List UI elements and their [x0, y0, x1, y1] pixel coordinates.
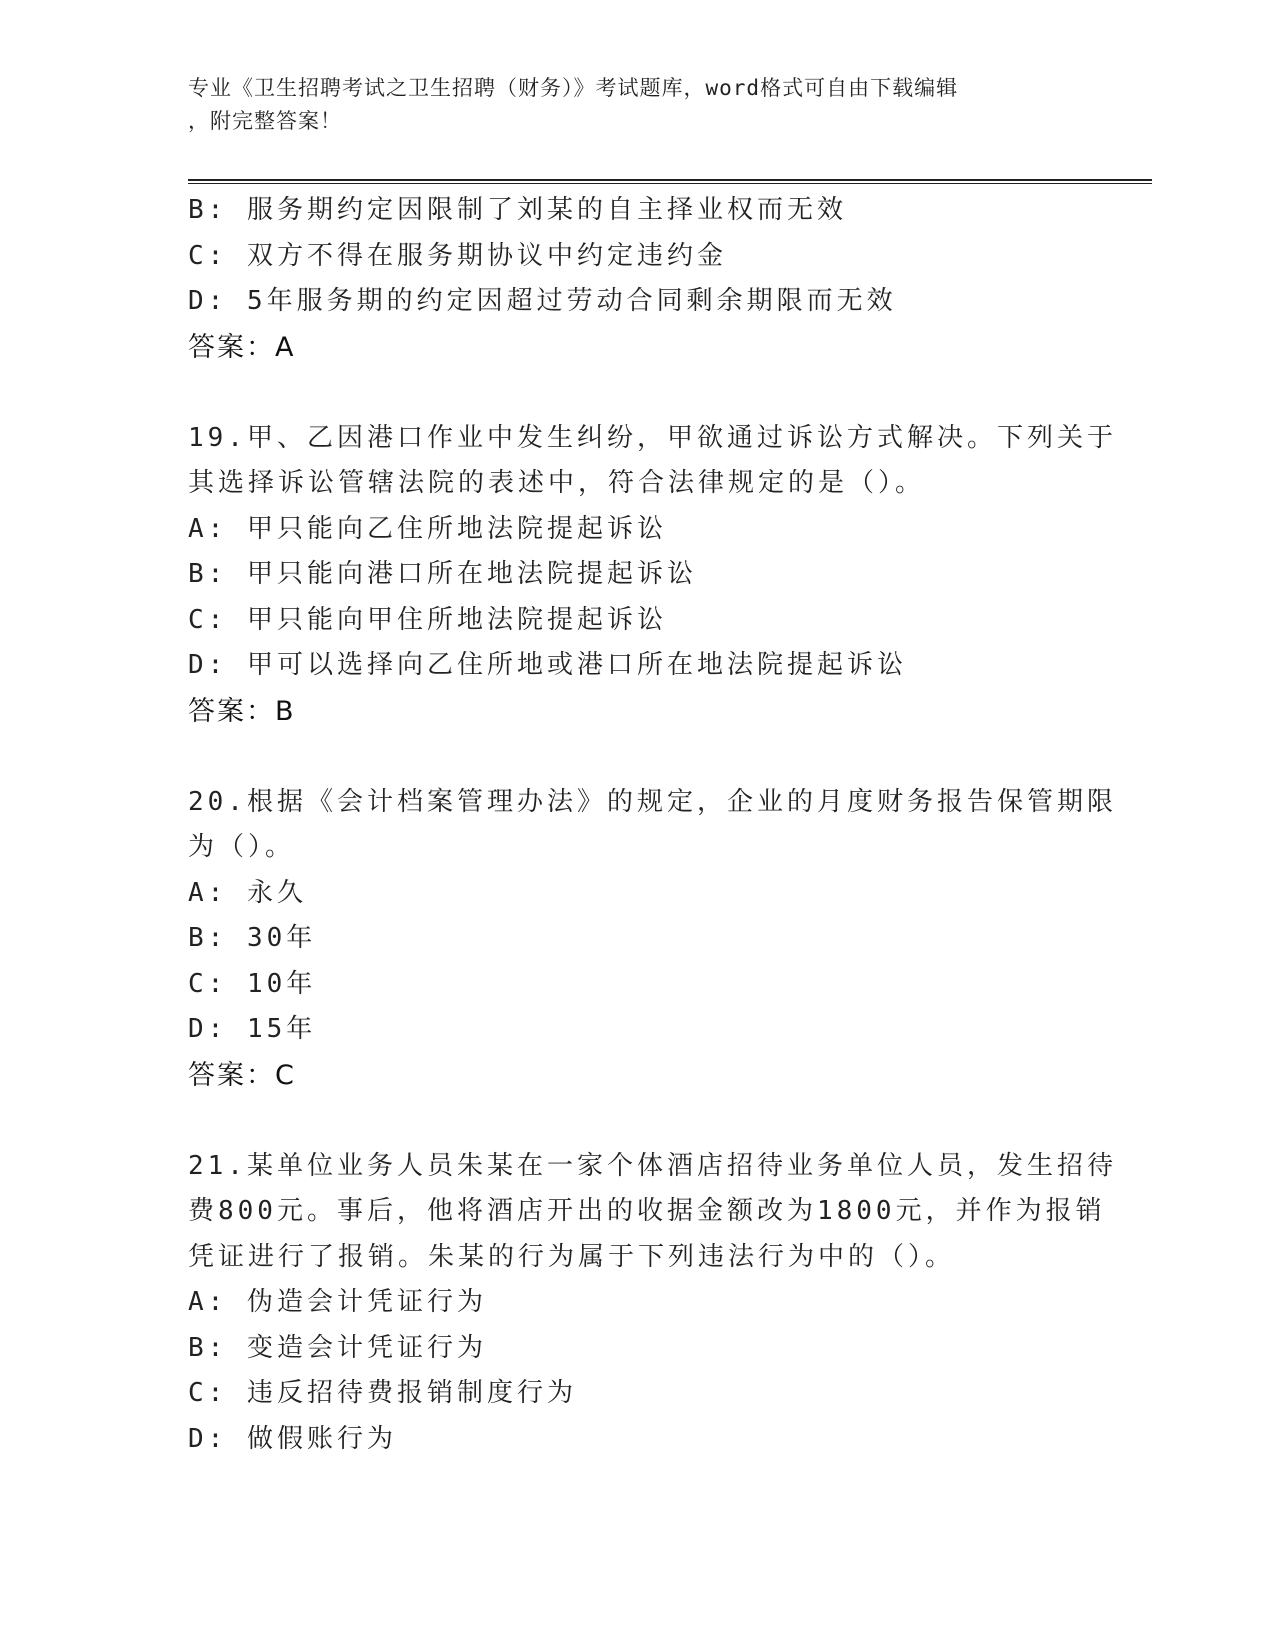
- option-d: D: 5年服务期的约定因超过劳动合同剩余期限而无效: [188, 286, 897, 316]
- question-list: [188, 188, 1117, 1462]
- document-header: [188, 72, 1088, 138]
- option-d: D: 15年: [188, 1014, 317, 1044]
- option-c: C: 甲只能向甲住所地法院提起诉讼: [188, 604, 667, 635]
- question-stem: 凭证进行了报销。朱某的行为属于下列违法行为中的（）。: [188, 1241, 956, 1272]
- question-21: [188, 1144, 1117, 1463]
- option-a: A: 永久: [188, 877, 307, 908]
- option-a: A: 甲只能向乙住所地法院提起诉讼: [188, 513, 667, 544]
- header-divider: [188, 179, 1152, 184]
- question-stem: 其选择诉讼管辖法院的表述中，符合法律规定的是（）。: [188, 468, 926, 498]
- question-18: [188, 188, 1088, 370]
- option-c: C: 10年: [188, 968, 317, 999]
- spacer: [188, 1098, 1088, 1144]
- question-stem: 费800元。事后，他将酒店开出的收据金额改为1800元，并作为报销: [188, 1196, 1106, 1226]
- spacer: [188, 734, 1088, 780]
- option-b: B: 变造会计凭证行为: [188, 1332, 487, 1363]
- question-stem: 为（）。: [188, 832, 296, 862]
- header-line-2: ，附完整答案！: [188, 109, 342, 133]
- question-stem: 21.某单位业务人员朱某在一家个体酒店招待业务单位人员，发生招待: [188, 1150, 1117, 1181]
- option-d: D: 做假账行为: [188, 1423, 397, 1454]
- question-stem: 20.根据《会计档案管理办法》的规定，企业的月度财务报告保管期限: [188, 786, 1117, 817]
- question-20: [188, 780, 1117, 1099]
- option-b: B: 30年: [188, 923, 317, 953]
- option-b: B: 服务期约定因限制了刘某的自主择业权而无效: [188, 195, 847, 225]
- question-stem: 19.甲、乙因港口作业中发生纠纷，甲欲通过诉讼方式解决。下列关于: [188, 422, 1117, 453]
- option-c: C: 违反招待费报销制度行为: [188, 1378, 577, 1408]
- answer: 答案：B: [188, 695, 296, 727]
- answer: 答案：C: [188, 1059, 296, 1091]
- header-line-1: 专业《卫生招聘考试之卫生招聘（财务）》考试题库，word格式可自由下载编辑: [188, 76, 959, 100]
- question-19: [188, 416, 1117, 735]
- answer: 答案：A: [188, 331, 296, 363]
- option-b: B: 甲只能向港口所在地法院提起诉讼: [188, 559, 697, 589]
- option-a: A: 伪造会计凭证行为: [188, 1287, 487, 1317]
- option-c: C: 双方不得在服务期协议中约定违约金: [188, 240, 727, 271]
- option-d: D: 甲可以选择向乙住所地或港口所在地法院提起诉讼: [188, 650, 907, 680]
- spacer: [188, 370, 1088, 416]
